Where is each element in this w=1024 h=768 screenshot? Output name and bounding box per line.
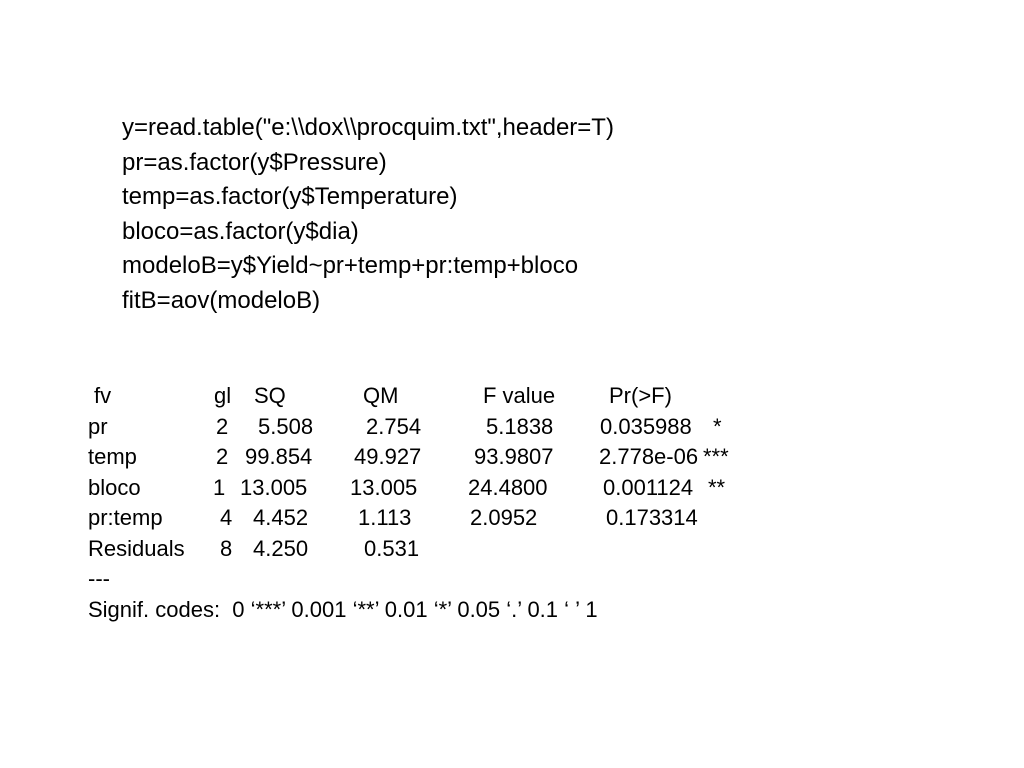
- qm-cell: 1.113: [358, 505, 412, 530]
- f-cell: 5.1838: [486, 413, 554, 439]
- p-cell: 0.035988: [600, 413, 692, 439]
- anova-row-bloco: [88, 473, 726, 504]
- qm-cell: 2.754: [366, 413, 422, 439]
- header-term: fv: [94, 383, 112, 408]
- signif-cell: *: [713, 413, 722, 439]
- p-cell: 2.778e-06: [599, 444, 699, 469]
- code-line-pressure-factor: pr=as.factor(y$Pressure): [122, 148, 387, 176]
- anova-row-temp: [88, 442, 729, 473]
- p-cell: 0.001124: [603, 474, 694, 500]
- anova-row-pr: [88, 412, 722, 443]
- anova-header-row: [88, 381, 672, 412]
- qm-cell: 49.927: [354, 444, 422, 469]
- sq-cell: 5.508: [258, 413, 314, 439]
- f-cell: 93.9807: [474, 444, 554, 469]
- gl-cell: 2: [216, 413, 229, 439]
- f-cell: 24.4800: [468, 474, 548, 500]
- signif-cell: ***: [703, 444, 729, 469]
- anova-output-table: [88, 381, 729, 625]
- signif-codes-legend: Signif. codes: 0 ‘***’ 0.001 ‘**’ 0.01 ‘*’ 0.05 ‘.’ 0.1 ‘ ’ 1: [88, 596, 598, 622]
- qm-cell: 0.531: [364, 535, 420, 561]
- term-cell: pr: [88, 413, 108, 439]
- header-p-value: Pr(>F): [609, 383, 672, 408]
- gl-cell: 8: [220, 535, 233, 561]
- code-line-aov-fit: fitB=aov(modeloB): [122, 286, 321, 314]
- code-line-block-factor: bloco=as.factor(y$dia): [122, 217, 359, 245]
- code-line-read-table: y=read.table("e:\\dox\\procquim.txt",header=T): [122, 114, 614, 141]
- signif-cell: **: [708, 474, 726, 500]
- anova-row-pr-temp: [88, 503, 698, 534]
- code-line-temperature-factor: temp=as.factor(y$Temperature): [122, 183, 458, 210]
- code-line-model-formula: modeloB=y$Yield~pr+temp+pr:temp+bloco: [122, 252, 579, 279]
- sq-cell: 4.452: [253, 505, 309, 530]
- r-code-block: [122, 111, 614, 318]
- sq-cell: 4.250: [253, 535, 309, 561]
- term-cell: pr:temp: [88, 505, 163, 530]
- gl-cell: 1: [213, 474, 226, 500]
- term-cell: Residuals: [88, 535, 185, 561]
- term-cell: bloco: [88, 474, 141, 500]
- term-cell: temp: [88, 444, 137, 469]
- f-cell: 2.0952: [470, 505, 538, 530]
- header-qm: QM: [363, 383, 399, 408]
- header-f-value: F value: [483, 383, 556, 408]
- p-cell: 0.173314: [606, 505, 698, 530]
- header-sq: SQ: [254, 383, 286, 408]
- header-gl: gl: [214, 383, 232, 408]
- gl-cell: 2: [216, 444, 229, 469]
- qm-cell: 13.005: [350, 474, 418, 500]
- anova-separator: ---: [88, 566, 110, 591]
- anova-row-residuals: [88, 534, 598, 565]
- sq-cell: 13.005: [240, 474, 308, 500]
- sq-cell: 99.854: [245, 444, 313, 469]
- gl-cell: 4: [220, 505, 233, 530]
